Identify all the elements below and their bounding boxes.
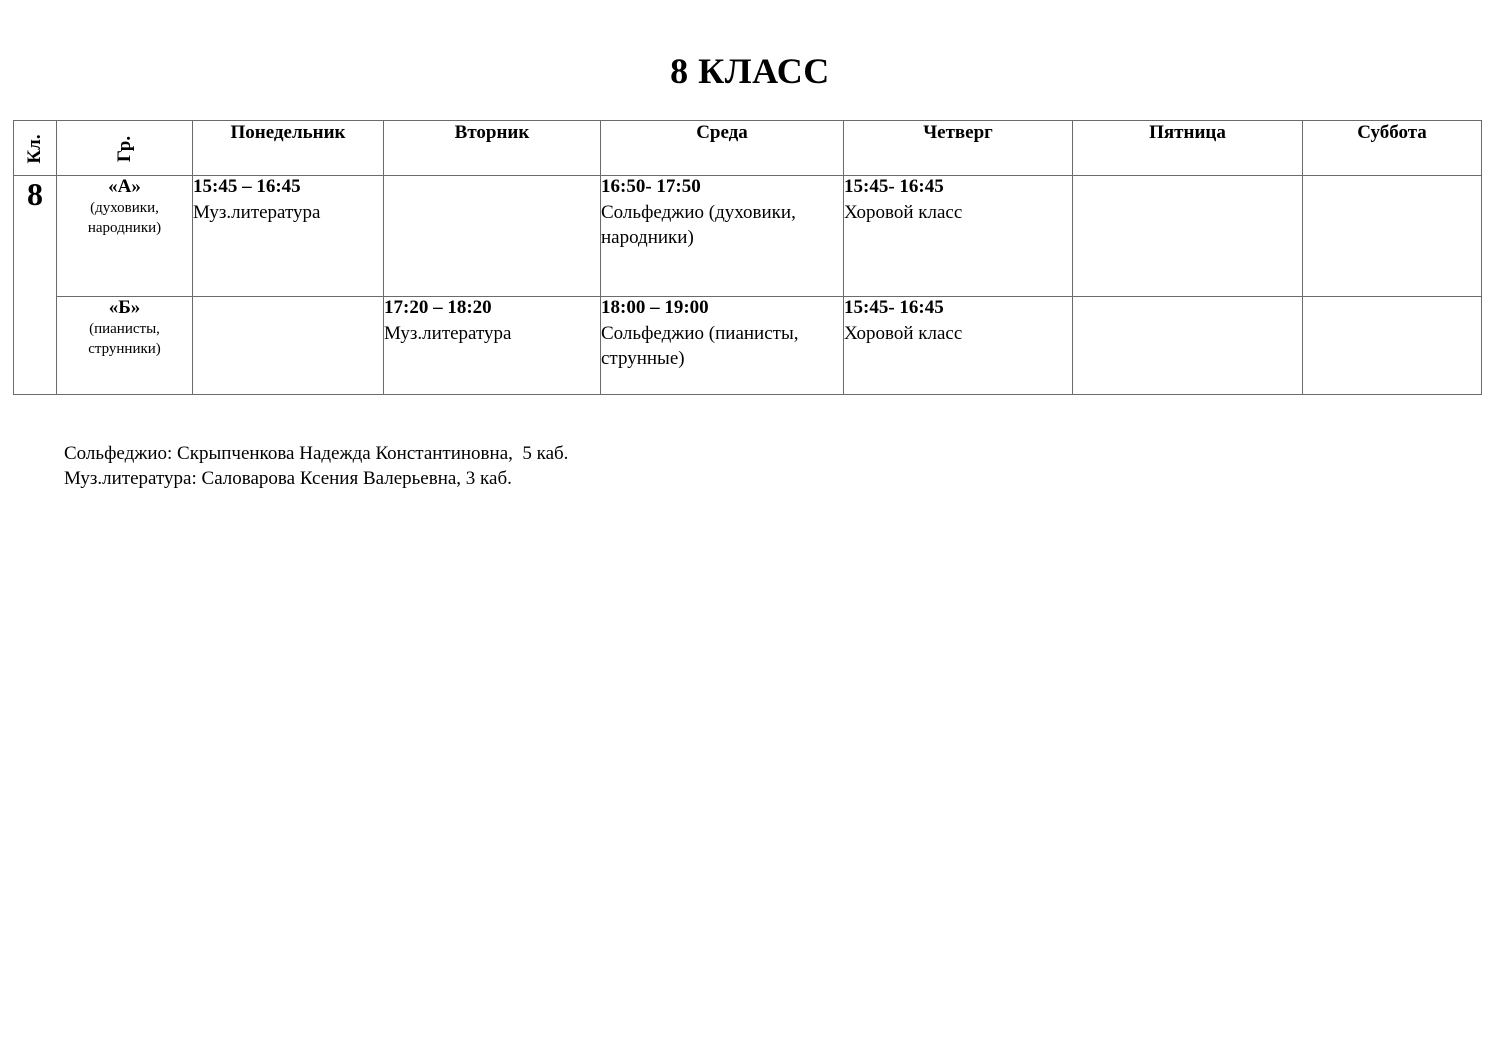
header-class-label: Кл. — [24, 134, 45, 164]
slot-b-wednesday-subject: Сольфеджио (пианисты, струнные) — [601, 323, 799, 369]
slot-b-saturday — [1303, 297, 1482, 395]
slot-a-thursday-subject: Хоровой класс — [844, 202, 963, 223]
group-b-sub-line-2: струнники) — [88, 341, 161, 357]
slot-a-wednesday — [601, 176, 844, 297]
slot-b-tuesday-subject: Муз.литература — [384, 323, 512, 344]
slot-b-thursday-time: 15:45- 16:45 — [844, 297, 944, 318]
group-a-name: «А» — [108, 176, 141, 197]
slot-b-friday — [1073, 297, 1303, 395]
slot-a-tuesday — [384, 176, 601, 297]
note-solfeggio: Сольфеджио: Скрыпченкова Надежда Константиновна, 5 каб. — [64, 443, 569, 464]
header-wednesday: Среда — [601, 121, 844, 176]
teacher-notes — [64, 441, 568, 491]
header-group — [57, 121, 193, 176]
slot-b-tuesday — [384, 297, 601, 395]
slot-b-thursday-subject: Хоровой класс — [844, 323, 963, 344]
group-b-sub-line-1: (пианисты, — [89, 321, 160, 337]
slot-b-monday — [193, 297, 384, 395]
slot-a-saturday — [1303, 176, 1482, 297]
slot-b-tuesday-time: 17:20 – 18:20 — [384, 297, 492, 318]
slot-a-friday — [1073, 176, 1303, 297]
header-row — [14, 121, 1482, 176]
slot-b-wednesday-time: 18:00 – 19:00 — [601, 297, 709, 318]
slot-b-wednesday — [601, 297, 844, 395]
slot-b-thursday — [844, 297, 1073, 395]
slot-a-monday — [193, 176, 384, 297]
slot-a-thursday — [844, 176, 1073, 297]
group-a-cell — [57, 176, 193, 297]
slot-a-wednesday-time: 16:50- 17:50 — [601, 176, 701, 197]
slot-a-wednesday-subject: Сольфеджио (духовики, народники) — [601, 202, 796, 248]
header-monday: Понедельник — [193, 121, 384, 176]
class-number-cell: 8 — [14, 176, 57, 395]
slot-a-monday-subject: Муз.литература — [193, 202, 321, 223]
schedule-table — [13, 120, 1482, 395]
header-saturday: Суббота — [1303, 121, 1482, 176]
slot-a-monday-time: 15:45 – 16:45 — [193, 176, 301, 197]
group-a-row — [14, 176, 1482, 297]
group-b-cell — [57, 297, 193, 395]
group-b-row — [14, 297, 1482, 395]
header-class — [14, 121, 57, 176]
group-b-name: «Б» — [108, 297, 141, 318]
page-title: 8 КЛАСС — [670, 51, 830, 91]
header-tuesday: Вторник — [384, 121, 601, 176]
header-thursday: Четверг — [844, 121, 1073, 176]
group-a-sub-line-2: народники) — [87, 220, 162, 236]
group-a-sub-line-1: (духовики, — [90, 200, 159, 216]
header-friday: Пятница — [1073, 121, 1303, 176]
slot-a-thursday-time: 15:45- 16:45 — [844, 176, 944, 197]
note-music-literature: Муз.литература: Саловарова Ксения Валерьевна, 3 каб. — [64, 468, 512, 489]
header-group-label: Гр. — [113, 135, 135, 163]
